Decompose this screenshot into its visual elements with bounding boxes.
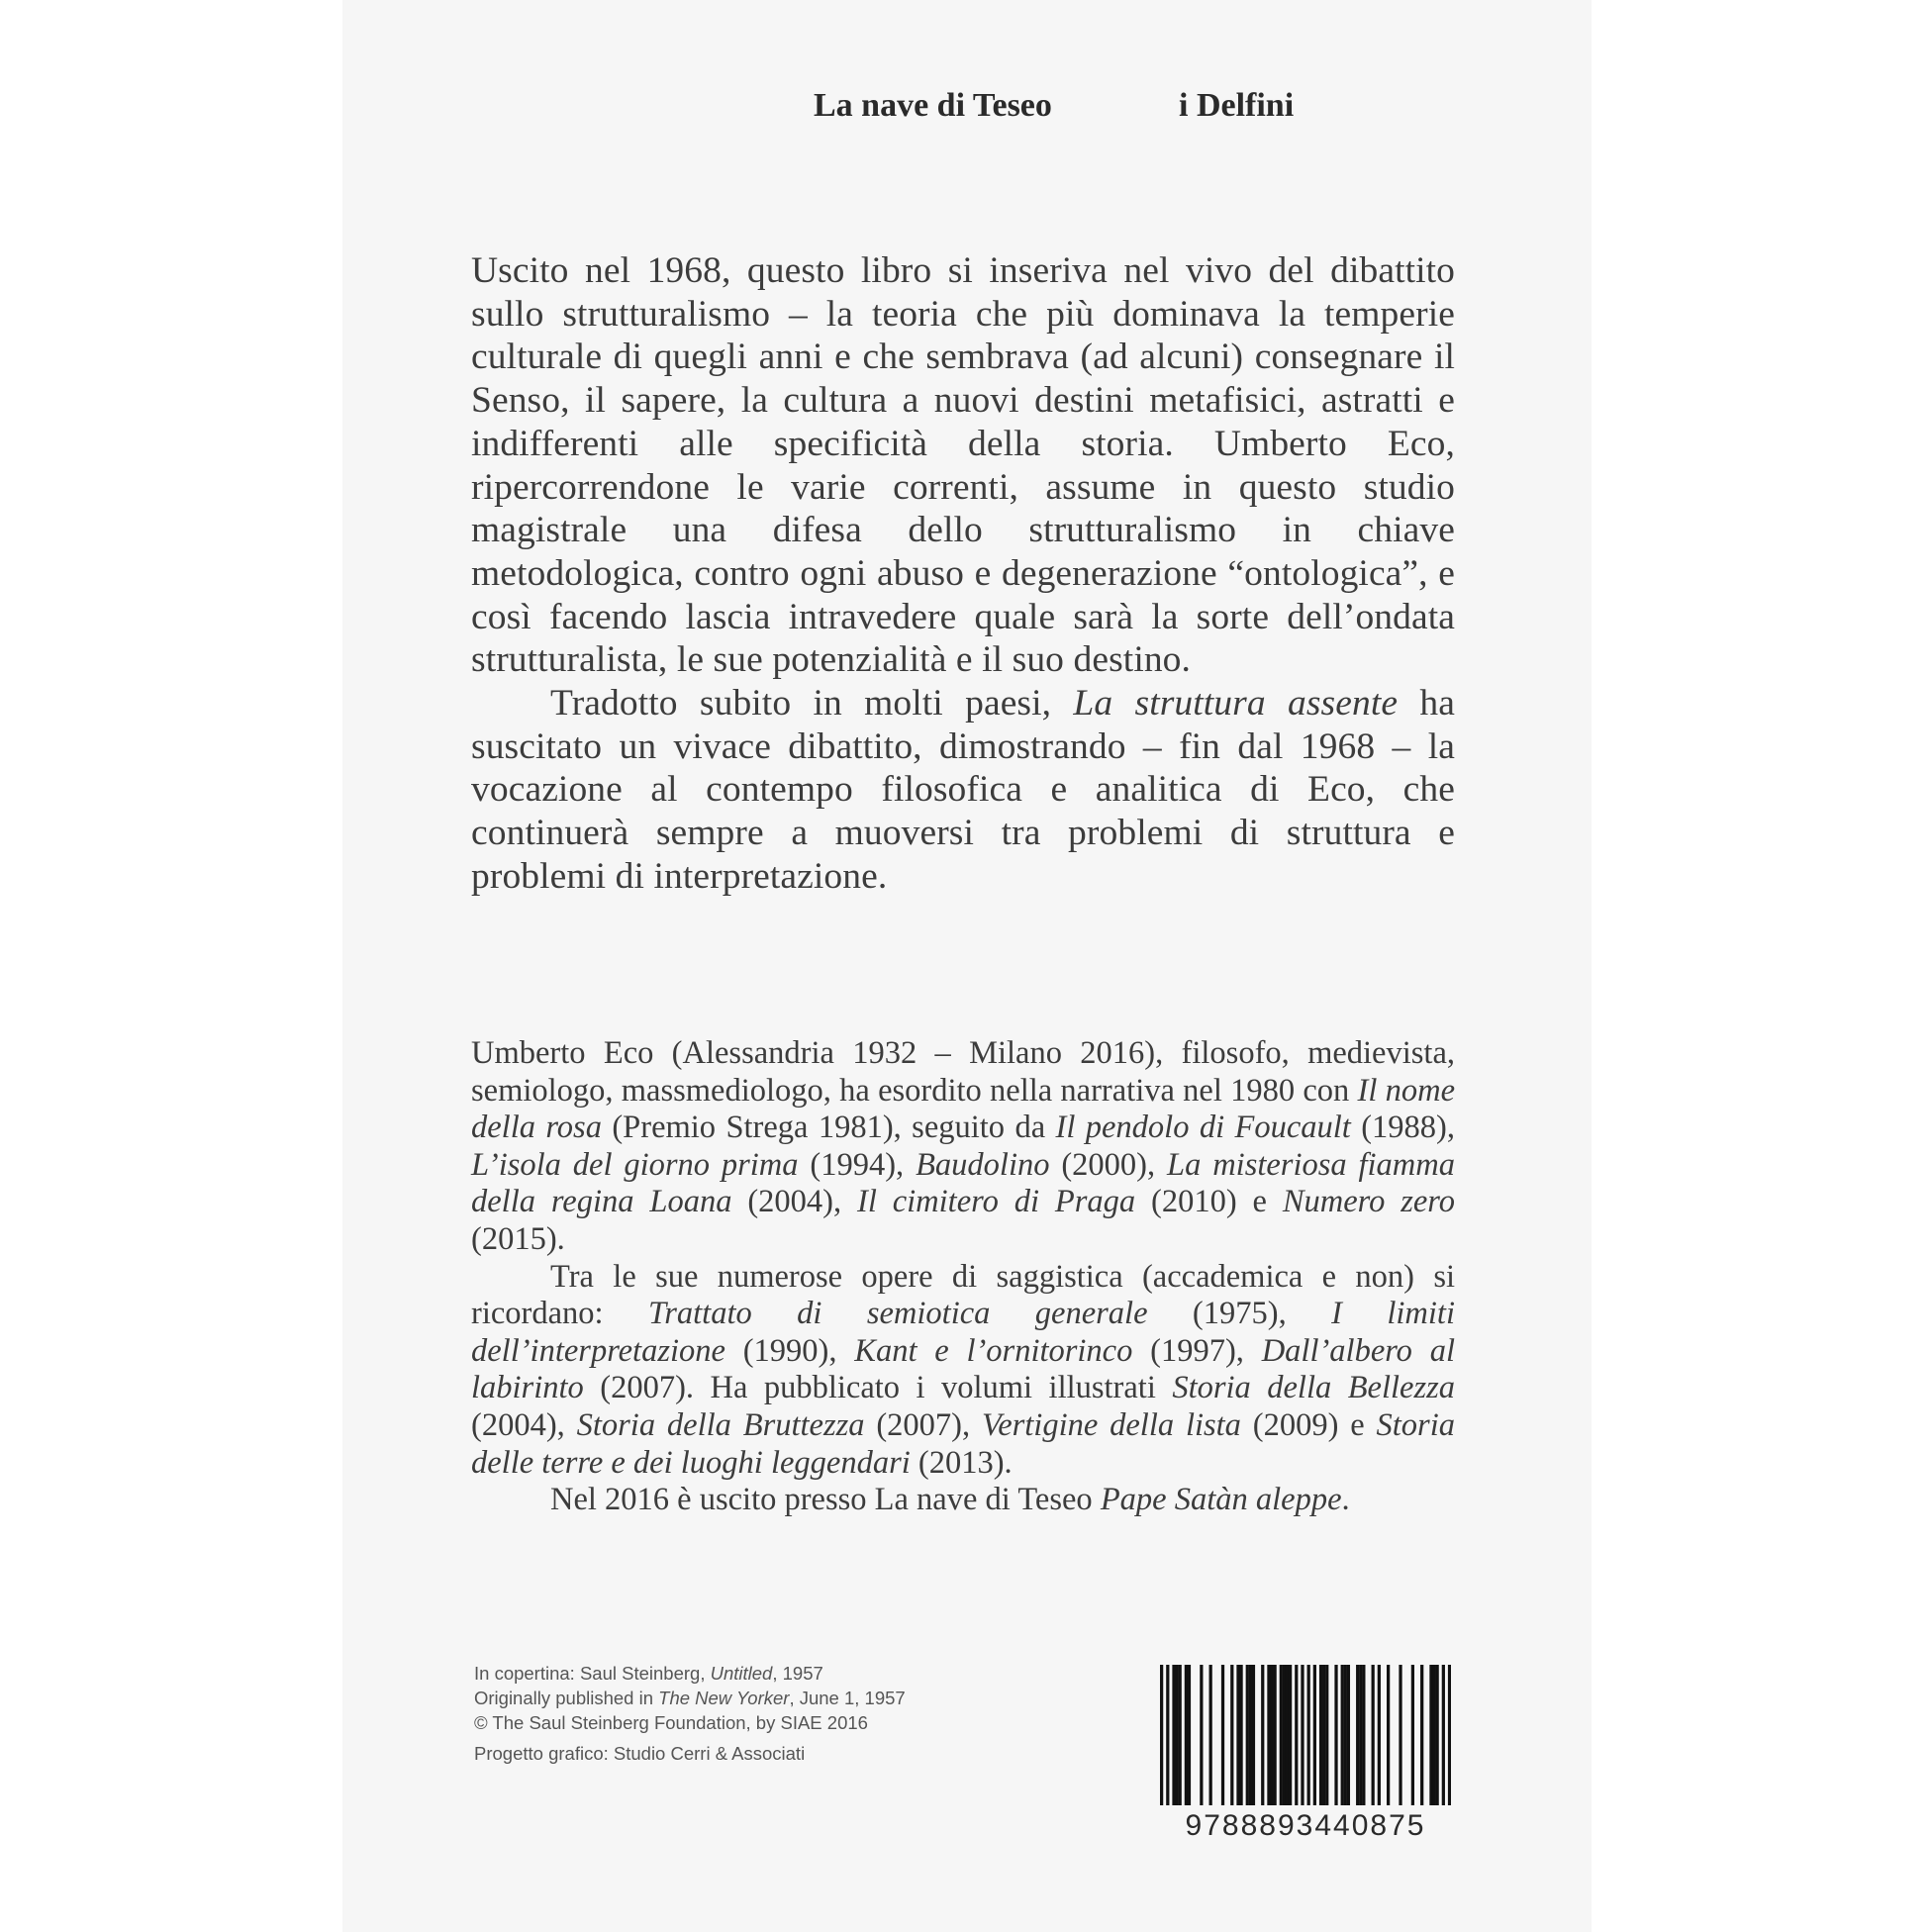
text-run: (1994), [798, 1146, 917, 1183]
barcode-bar [1347, 1665, 1350, 1805]
barcode-bar [1246, 1665, 1249, 1805]
italic-title: Il pendolo di Foucault [1055, 1110, 1351, 1146]
barcode-bar [1442, 1665, 1445, 1805]
text-run: , 1957 [772, 1663, 823, 1684]
blurb-paragraph-1: Uscito nel 1968, questo libro si inseriva nel vivo del dibattito sullo strutturalismo – la teoria che più dominava la temperie culturale di quegli anni e che sembrava (ad alcuni) consegnare il Senso, il sapere, la cultura a nuovi destini metafisici, astratti e indifferenti alle specificità della storia. Umberto Eco, ripercorrendone le varie correnti, assume in questo studio magistrale una difesa dello strutturalismo in chiave metodologica, contro ogni abuso e degenerazione “ontologica”, e così facendo lascia intravedere quale sarà la sorte dell’ondata strutturalista, le sue potenzialità e il suo destino. [471, 250, 1455, 681]
barcode-bar [1221, 1665, 1224, 1805]
bio-paragraph-3 [471, 1482, 1455, 1519]
header [814, 87, 1295, 125]
barcode-bar [1322, 1665, 1325, 1805]
publisher-name: La nave di Teseo [814, 87, 1052, 124]
text-run: . [1341, 1482, 1350, 1518]
series-name: i Delfini [1179, 87, 1295, 124]
barcode-bar [1295, 1665, 1298, 1805]
text-run: Nel 2016 è uscito presso La nave di Teseo [550, 1482, 1101, 1518]
text-run: (2007), [864, 1406, 982, 1443]
barcode-bar [1313, 1665, 1316, 1805]
cover-credits [474, 1661, 906, 1766]
text-run: Tra le sue numerose opere di saggistica (accademica e non) si ricordano: [471, 1258, 1455, 1332]
italic-title: Dall’albero al labirinto [471, 1332, 1455, 1406]
blurb-text: ha suscitato un vivace dibattito, dimostrando – fin dal 1968 – la vocazione al contempo filosofica e analitica di Eco, che continuerà sempre a muoversi tra problemi di struttura e problemi di interpretazione. [471, 683, 1455, 897]
barcode-bar [1344, 1665, 1347, 1805]
barcode-bar [1239, 1665, 1242, 1805]
barcode-bar [1387, 1665, 1390, 1805]
barcode-bar [1432, 1665, 1435, 1805]
barcode-bar [1160, 1665, 1163, 1805]
barcode-bar [1286, 1665, 1289, 1805]
barcode-bar [1236, 1665, 1239, 1805]
barcode-bar [1341, 1665, 1344, 1805]
italic-title: Untitled [710, 1663, 773, 1684]
barcode-bar [1429, 1665, 1432, 1805]
text-run: (2009) e [1240, 1406, 1377, 1443]
barcode-bar [1166, 1665, 1169, 1805]
barcode-bar [1362, 1665, 1365, 1805]
italic-title: La misteriosa fiamma della regina Loana [471, 1146, 1455, 1220]
barcode-bar [1319, 1665, 1322, 1805]
isbn-number: 9788893440875 [1185, 1809, 1426, 1842]
barcode-bar [1283, 1665, 1286, 1805]
barcode-bar [1261, 1665, 1264, 1805]
italic-title: Storia delle terre e dei luoghi leggendari [471, 1406, 1455, 1481]
barcode-bar [1200, 1665, 1203, 1805]
credit-line [474, 1661, 906, 1686]
italic-title: I limiti dell’interpretazione [471, 1296, 1455, 1369]
barcode-bar [1325, 1665, 1328, 1805]
text-run: (2004), [471, 1406, 577, 1443]
italic-title: Kant e l’ornitorinco [854, 1332, 1133, 1369]
text-run: (2004), [731, 1184, 857, 1220]
author-bio [471, 1035, 1455, 1519]
barcode-bar [1307, 1665, 1310, 1805]
barcode-bar [1252, 1665, 1255, 1805]
barcode-bar [1280, 1665, 1283, 1805]
text-run: (2010) e [1135, 1184, 1283, 1220]
text-run: (2013). [910, 1444, 1013, 1481]
credit-line: © The Saul Steinberg Foundation, by SIAE 2016 [474, 1712, 868, 1733]
barcode-bar [1334, 1665, 1337, 1805]
blurb-paragraph-2 [471, 682, 1455, 899]
italic-title: The New Yorker [658, 1688, 790, 1708]
barcode-bar [1230, 1665, 1233, 1805]
barcode-bar [1448, 1665, 1451, 1805]
text-run: In copertina: Saul Steinberg, [474, 1663, 711, 1684]
barcode-bar [1188, 1665, 1191, 1805]
text-run: (2007). Ha pubblicato i volumi illustrati [583, 1370, 1173, 1406]
text-run: (Premio Strega 1981), seguito da [601, 1110, 1056, 1146]
italic-title: Il nome della rosa [471, 1072, 1456, 1146]
barcode-bar [1209, 1665, 1212, 1805]
blurb [471, 249, 1455, 899]
text-run: Originally published in [474, 1688, 659, 1708]
isbn-barcode [1160, 1665, 1451, 1843]
barcode-bar [1267, 1665, 1270, 1805]
bio-paragraph-1 [471, 1035, 1455, 1259]
barcode-bar [1289, 1665, 1292, 1805]
credit-line [474, 1686, 906, 1710]
italic-title: L’isola del giorno prima [471, 1146, 799, 1183]
barcode-bar [1185, 1665, 1188, 1805]
barcode-bar [1175, 1665, 1178, 1805]
book-title: La struttura assente [1073, 683, 1399, 724]
text-run: , June 1, 1957 [789, 1688, 906, 1708]
text-run: Umberto Eco (Alessandria 1932 – Milano 2016), filosofo, medievista, semiologo, massmediologo, ha esordito nella narrativa nel 1980 con [471, 1035, 1455, 1109]
barcode-bar [1411, 1665, 1414, 1805]
barcode-bar [1172, 1665, 1175, 1805]
text-run: (1997), [1132, 1332, 1262, 1369]
barcode-bar [1274, 1665, 1277, 1805]
text-run: (1975), [1147, 1296, 1332, 1332]
bio-paragraph-2 [471, 1259, 1455, 1483]
italic-title: Il cimitero di Praga [857, 1184, 1136, 1220]
barcode-bar [1249, 1665, 1252, 1805]
barcode-bar [1420, 1665, 1423, 1805]
barcode-bar [1399, 1665, 1401, 1805]
barcode-bar [1372, 1665, 1375, 1805]
barcode-bar [1270, 1665, 1273, 1805]
text-run: (1988), [1350, 1110, 1455, 1146]
blurb-text: Tradotto subito in molti paesi, [550, 683, 1074, 724]
barcode-bar [1436, 1665, 1439, 1805]
italic-title: Pape Satàn aleppe [1100, 1482, 1342, 1518]
italic-title: Storia della Bruttezza [576, 1406, 865, 1443]
text-run: (2015). [471, 1220, 565, 1257]
italic-title: Numero zero [1282, 1184, 1456, 1220]
text-run: (2000), [1049, 1146, 1167, 1183]
italic-title: Baudolino [916, 1146, 1050, 1183]
barcode-bar [1359, 1665, 1362, 1805]
italic-title: Storia della Bellezza [1172, 1370, 1456, 1406]
barcode-bar [1179, 1665, 1182, 1805]
italic-title: Vertigine della lista [981, 1406, 1241, 1443]
credit-line: Progetto grafico: Studio Cerri & Associati [474, 1743, 806, 1764]
barcode-bar [1301, 1665, 1304, 1805]
italic-title: Trattato di semiotica generale [647, 1296, 1148, 1332]
text-run: (1990), [724, 1332, 855, 1369]
barcode-bars [1160, 1665, 1451, 1805]
barcode-bar [1378, 1665, 1381, 1805]
barcode-bar [1356, 1665, 1359, 1805]
